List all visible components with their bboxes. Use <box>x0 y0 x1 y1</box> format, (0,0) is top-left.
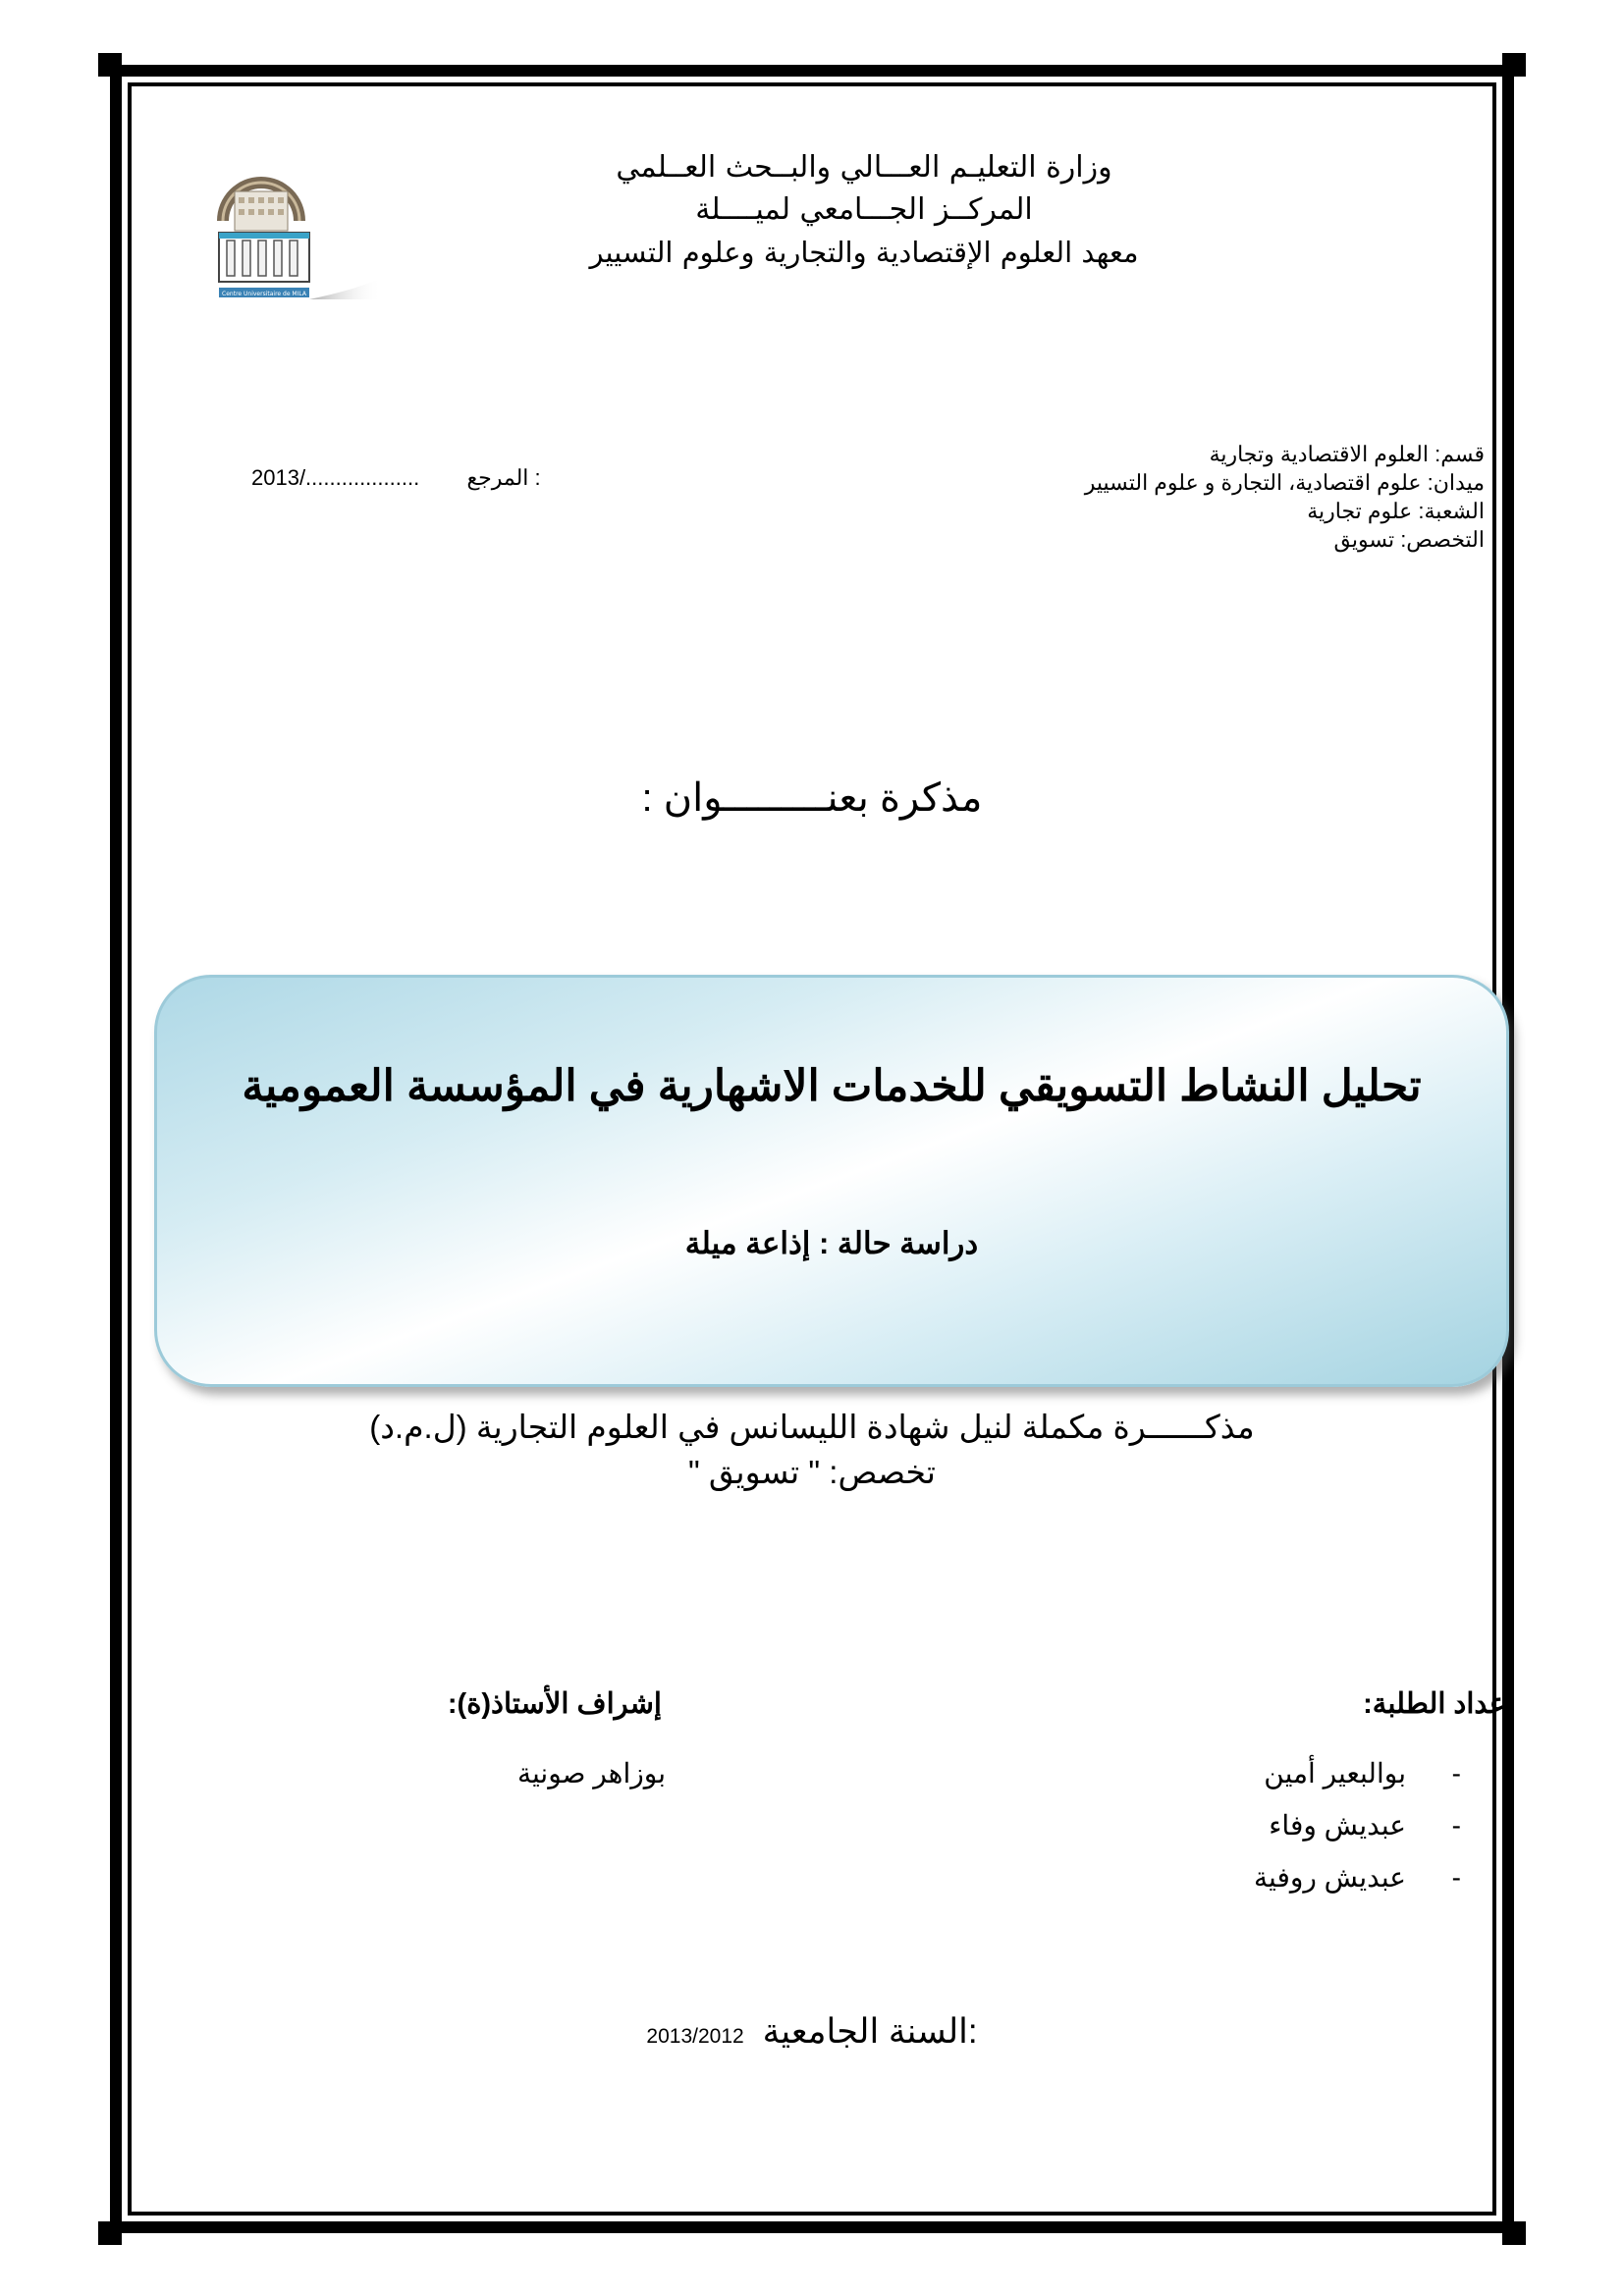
ministry-name: وزارة التعليـم العـــالي والبــحث العــلمي <box>616 150 1112 185</box>
students-label: إعداد الطلبة: <box>1363 1688 1514 1720</box>
list-dash: - <box>1451 1758 1461 1789</box>
list-dash: - <box>1451 1810 1461 1841</box>
student-name: عبديش روفية <box>1253 1862 1406 1893</box>
building-emblem-icon <box>189 152 386 329</box>
institute-name: معهد العلوم الإقتصادية والتجارية وعلوم التسيير <box>589 236 1139 269</box>
memo-description: مذكــــــرة مكملة لنيل شهادة الليسانس في العلوم التجارية (ل.م.د) <box>369 1409 1255 1445</box>
logo-caption: Centre Universitaire de MILA <box>222 291 306 297</box>
supervisor-name: بوزاهر صونية <box>516 1758 666 1789</box>
department-section: قسم: العلوم الاقتصادية وتجارية <box>1209 442 1485 466</box>
list-item <box>1088 1809 1461 1842</box>
department-branch: الشعبة: علوم تجارية <box>1307 499 1485 523</box>
case-study: دراسة حالة : إذاعة ميلة <box>684 1226 979 1260</box>
student-name: بوالبعير أمين <box>1264 1758 1406 1789</box>
border-corner <box>98 53 122 77</box>
supervisor-label: إشراف الأستاذ(ة): <box>447 1688 662 1720</box>
memo-specialty: تخصص: " تسويق " <box>687 1454 936 1490</box>
list-item <box>1088 1861 1461 1894</box>
academic-year <box>0 2012 1624 2052</box>
list-item <box>1088 1757 1461 1789</box>
list-dash: - <box>1451 1862 1461 1893</box>
thesis-title: تحليل النشاط التسويقي للخدمات الاشهارية في المؤسسة العمومية <box>242 1062 1422 1110</box>
reference <box>251 465 541 491</box>
reference-label: المرجع : <box>466 465 541 490</box>
academic-year-label: السنة الجامعية: <box>762 2012 978 2051</box>
border-corner <box>1502 53 1526 77</box>
border-corner <box>98 2221 122 2245</box>
department-field: ميدان: علوم اقتصادية، التجارة و علوم التسيير <box>1084 470 1485 495</box>
reference-value: 2013/................... <box>251 465 420 490</box>
university-center-name: المركــز الجـــامعي لميــــلة <box>695 192 1033 227</box>
academic-year-value: 2013/2012 <box>646 2025 744 2048</box>
memo-title-label: مذكرة بعنـــــــــوان : <box>641 776 983 820</box>
university-logo <box>189 152 386 329</box>
title-box <box>154 975 1509 1387</box>
department-specialty: التخصص: تسويق <box>1333 527 1485 552</box>
student-name: عبديش وفاء <box>1269 1810 1406 1841</box>
border-corner <box>1502 2221 1526 2245</box>
department-info <box>797 440 1485 554</box>
